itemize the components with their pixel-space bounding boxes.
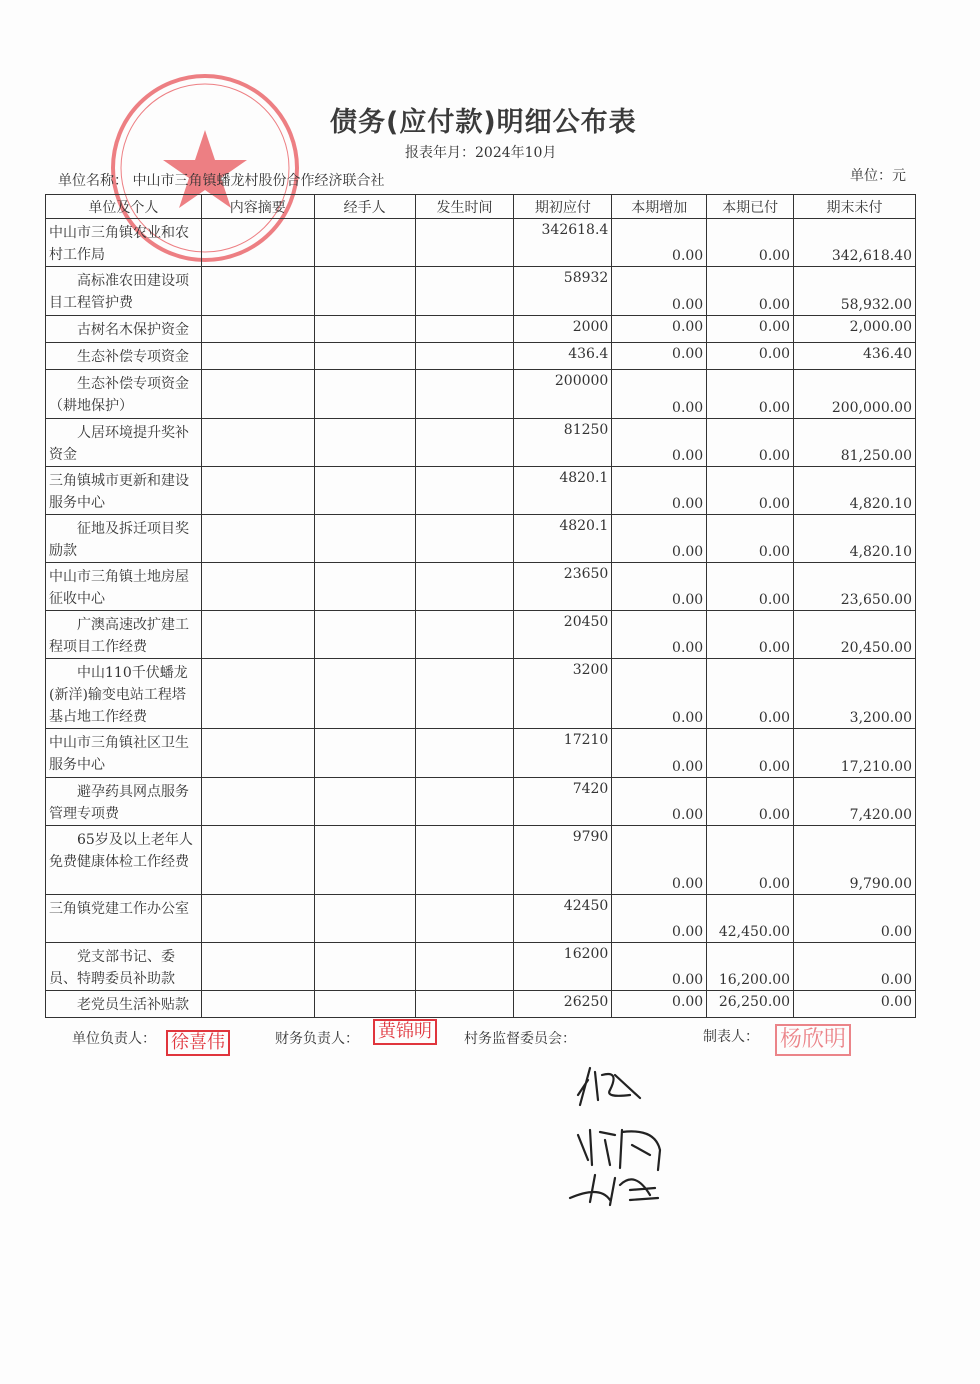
empty-cell: [415, 729, 514, 778]
amount-value: 0.00: [672, 297, 704, 313]
amount-value: 0.00: [672, 544, 704, 560]
amount-cell: [514, 563, 612, 611]
amount-value: 436.40: [863, 346, 912, 362]
amount-cell: [794, 729, 916, 778]
preparer-label: 制表人：: [703, 1029, 759, 1045]
empty-cell: [415, 778, 514, 826]
finance-head-stamp: 黄锦明: [373, 1019, 437, 1045]
payee-name: 避孕药具网点服务管理专项费: [46, 778, 202, 826]
amount-value: 17210: [563, 732, 609, 748]
amount-cell: [794, 419, 916, 467]
amount-value: 200,000.00: [831, 400, 912, 416]
amount-value: 2000: [572, 319, 609, 335]
amount-value: 0.00: [672, 876, 704, 892]
amount-cell: [514, 316, 612, 343]
empty-cell: [415, 826, 514, 895]
amount-value: 0.00: [758, 759, 791, 775]
amount-value: 0.00: [672, 972, 704, 988]
amount-value: 0.00: [672, 448, 704, 464]
empty-cell: [314, 895, 415, 943]
amount-cell: [707, 515, 794, 563]
amount-cell: [794, 826, 916, 895]
amount-cell: [612, 370, 707, 419]
table-row: [46, 659, 916, 729]
supervision-committee-label: 村务监督委员会：: [464, 1031, 576, 1047]
payee-name: 人居环境提升奖补资金: [46, 419, 202, 467]
amount-cell: [794, 515, 916, 563]
amount-value: 81250: [563, 422, 609, 438]
amount-cell: [707, 419, 794, 467]
table-row: [46, 219, 916, 267]
amount-value: 0.00: [758, 297, 791, 313]
payee-name: 生态补偿专项资金（耕地保护）: [46, 370, 202, 419]
amount-cell: [794, 991, 916, 1018]
table-row: [46, 370, 916, 419]
handwritten-signatures: [560, 1060, 680, 1210]
empty-cell: [201, 826, 314, 895]
amount-cell: [514, 943, 612, 991]
amount-cell: [707, 563, 794, 611]
amount-cell: [514, 267, 612, 316]
empty-cell: [415, 991, 514, 1018]
payee-name: 三角镇城市更新和建设服务中心: [46, 467, 202, 515]
amount-cell: [794, 943, 916, 991]
amount-value: 342618.4: [541, 222, 609, 238]
amount-value: 16200: [563, 946, 609, 962]
amount-value: 9,790.00: [849, 876, 912, 892]
amount-value: 4820.1: [559, 470, 609, 486]
amount-value: 2,000.00: [849, 319, 912, 335]
amount-value: 0.00: [758, 448, 791, 464]
empty-cell: [314, 267, 415, 316]
column-header: 期末未付: [794, 195, 916, 219]
column-header: 本期已付: [707, 195, 794, 219]
empty-cell: [201, 778, 314, 826]
payee-name: 老党员生活补贴款: [46, 991, 202, 1018]
amount-value: 0.00: [758, 710, 791, 726]
amount-value: 0.00: [880, 924, 912, 940]
table-row: [46, 467, 916, 515]
amount-cell: [514, 991, 612, 1018]
payee-name: 广澳高速改扩建工程项目工作经费: [46, 611, 202, 659]
amount-cell: [794, 219, 916, 267]
empty-cell: [201, 563, 314, 611]
empty-cell: [201, 991, 314, 1018]
amount-value: 342,618.40: [831, 248, 912, 264]
empty-cell: [415, 267, 514, 316]
table-row: [46, 515, 916, 563]
amount-cell: [707, 659, 794, 729]
table-row: [46, 343, 916, 370]
amount-value: 20450: [563, 614, 609, 630]
payee-name: 三角镇党建工作办公室: [46, 895, 202, 943]
amount-cell: [794, 316, 916, 343]
amount-cell: [612, 563, 707, 611]
amount-cell: [612, 611, 707, 659]
amount-cell: [707, 370, 794, 419]
column-header: 单位及个人: [46, 195, 202, 219]
unit-name: 单位名称： 中山市三角镇蟠龙村股份合作经济联合社: [58, 173, 385, 189]
amount-value: 0.00: [672, 759, 704, 775]
empty-cell: [201, 515, 314, 563]
payee-name: 高标准农田建设项目工程管护费: [46, 267, 202, 316]
amount-value: 0.00: [672, 994, 704, 1010]
payee-name: 65岁及以上老年人免费健康体检工作经费: [46, 826, 202, 895]
amount-cell: [514, 659, 612, 729]
empty-cell: [201, 370, 314, 419]
empty-cell: [314, 729, 415, 778]
amount-value: 0.00: [758, 496, 791, 512]
amount-value: 26,250.00: [718, 994, 791, 1010]
table-row: [46, 943, 916, 991]
amount-value: 200000: [554, 373, 609, 389]
empty-cell: [314, 991, 415, 1018]
amount-value: 42450: [563, 898, 609, 914]
table-row: [46, 895, 916, 943]
finance-head-label: 财务负责人：: [275, 1031, 359, 1047]
empty-cell: [314, 659, 415, 729]
currency-unit: 单位：元: [850, 168, 906, 184]
amount-cell: [612, 219, 707, 267]
amount-value: 0.00: [758, 400, 791, 416]
column-header: 内容摘要: [201, 195, 314, 219]
amount-cell: [707, 219, 794, 267]
empty-cell: [314, 611, 415, 659]
unit-head-stamp: 徐喜伟: [166, 1030, 230, 1056]
empty-cell: [314, 563, 415, 611]
empty-cell: [415, 419, 514, 467]
table-row: [46, 267, 916, 316]
amount-cell: [707, 316, 794, 343]
amount-value: 23,650.00: [840, 592, 912, 608]
empty-cell: [314, 316, 415, 343]
amount-cell: [794, 895, 916, 943]
amount-cell: [612, 895, 707, 943]
amount-value: 0.00: [758, 544, 791, 560]
empty-cell: [415, 370, 514, 419]
amount-cell: [612, 778, 707, 826]
amount-cell: [794, 467, 916, 515]
amount-value: 17,210.00: [840, 759, 912, 775]
empty-cell: [201, 419, 314, 467]
amount-value: 0.00: [672, 710, 704, 726]
amount-value: 0.00: [672, 924, 704, 940]
amount-value: 0.00: [880, 994, 912, 1010]
table-row: [46, 826, 916, 895]
empty-cell: [201, 343, 314, 370]
amount-value: 16,200.00: [718, 972, 791, 988]
amount-cell: [794, 563, 916, 611]
amount-value: 0.00: [758, 319, 791, 335]
amount-cell: [514, 778, 612, 826]
amount-cell: [612, 826, 707, 895]
column-header: 发生时间: [415, 195, 514, 219]
empty-cell: [201, 316, 314, 343]
amount-cell: [612, 343, 707, 370]
payee-name: 党支部书记、委员、特聘委员补助款: [46, 943, 202, 991]
document-title: 债务(应付款)明细公布表: [330, 107, 637, 138]
amount-cell: [794, 659, 916, 729]
empty-cell: [201, 611, 314, 659]
preparer-stamp: 杨欣明: [775, 1024, 851, 1056]
amount-value: 436.4: [568, 346, 609, 362]
payee-name: 征地及拆迁项目奖励款: [46, 515, 202, 563]
empty-cell: [415, 943, 514, 991]
amount-value: 4,820.10: [849, 544, 912, 560]
amount-value: 0.00: [672, 640, 704, 656]
empty-cell: [314, 826, 415, 895]
column-header: 期初应付: [514, 195, 612, 219]
amount-cell: [707, 729, 794, 778]
table-row: [46, 729, 916, 778]
amount-cell: [514, 467, 612, 515]
payee-name: 中山110千伏蟠龙(新洋)输变电站工程塔基占地工作经费: [46, 659, 202, 729]
amount-value: 0.00: [672, 496, 704, 512]
amount-value: 7420: [572, 781, 609, 797]
empty-cell: [415, 316, 514, 343]
empty-cell: [201, 267, 314, 316]
amount-cell: [612, 467, 707, 515]
table-row: [46, 419, 916, 467]
amount-cell: [514, 826, 612, 895]
amount-value: 81,250.00: [840, 448, 912, 464]
amount-value: 26250: [563, 994, 609, 1010]
empty-cell: [201, 467, 314, 515]
amount-cell: [707, 267, 794, 316]
amount-value: 0.00: [672, 807, 704, 823]
empty-cell: [415, 563, 514, 611]
empty-cell: [314, 419, 415, 467]
empty-cell: [201, 895, 314, 943]
empty-cell: [314, 370, 415, 419]
amount-cell: [514, 419, 612, 467]
amount-cell: [612, 991, 707, 1018]
amount-cell: [707, 943, 794, 991]
payee-name: 古树名木保护资金: [46, 316, 202, 343]
table-row: [46, 991, 916, 1018]
amount-cell: [514, 343, 612, 370]
amount-value: 0.00: [672, 346, 704, 362]
amount-value: 42,450.00: [718, 924, 791, 940]
amount-cell: [794, 370, 916, 419]
empty-cell: [314, 515, 415, 563]
empty-cell: [415, 219, 514, 267]
amount-cell: [514, 895, 612, 943]
column-header: 本期增加: [612, 195, 707, 219]
amount-cell: [612, 943, 707, 991]
column-header: 经手人: [314, 195, 415, 219]
amount-cell: [794, 611, 916, 659]
empty-cell: [314, 219, 415, 267]
empty-cell: [201, 943, 314, 991]
amount-cell: [612, 515, 707, 563]
amount-value: 0.00: [758, 640, 791, 656]
empty-cell: [314, 778, 415, 826]
amount-cell: [707, 778, 794, 826]
empty-cell: [415, 895, 514, 943]
amount-cell: [707, 895, 794, 943]
amount-cell: [794, 778, 916, 826]
amount-value: 0.00: [672, 400, 704, 416]
amount-cell: [707, 467, 794, 515]
amount-cell: [612, 316, 707, 343]
amount-value: 4820.1: [559, 518, 609, 534]
empty-cell: [201, 219, 314, 267]
report-period: 报表年月：2024年10月: [405, 145, 557, 161]
table-row: [46, 611, 916, 659]
amount-value: 0.00: [758, 346, 791, 362]
table-row: [46, 563, 916, 611]
amount-cell: [612, 267, 707, 316]
amount-value: 9790: [572, 829, 609, 845]
amount-cell: [514, 219, 612, 267]
amount-value: 0.00: [758, 248, 791, 264]
amount-cell: [514, 370, 612, 419]
amount-cell: [707, 991, 794, 1018]
amount-cell: [514, 729, 612, 778]
empty-cell: [415, 515, 514, 563]
payee-name: 中山市三角镇农业和农村工作局: [46, 219, 202, 267]
amount-value: 4,820.10: [849, 496, 912, 512]
empty-cell: [201, 729, 314, 778]
amount-cell: [612, 729, 707, 778]
amount-cell: [794, 267, 916, 316]
amount-value: 0.00: [758, 592, 791, 608]
unit-head-label: 单位负责人：: [72, 1031, 156, 1047]
table-row: [46, 778, 916, 826]
empty-cell: [415, 343, 514, 370]
amount-value: 0.00: [672, 319, 704, 335]
amount-value: 0.00: [880, 972, 912, 988]
amount-value: 0.00: [758, 807, 791, 823]
amount-cell: [514, 611, 612, 659]
amount-cell: [707, 826, 794, 895]
amount-cell: [794, 343, 916, 370]
table-row: [46, 316, 916, 343]
empty-cell: [314, 943, 415, 991]
amount-value: 3200: [572, 662, 609, 678]
amount-value: 58932: [563, 270, 609, 286]
empty-cell: [314, 343, 415, 370]
amount-value: 3,200.00: [849, 710, 912, 726]
amount-cell: [612, 419, 707, 467]
amount-value: 0.00: [672, 592, 704, 608]
amount-cell: [612, 659, 707, 729]
payee-name: 中山市三角镇土地房屋征收中心: [46, 563, 202, 611]
empty-cell: [415, 659, 514, 729]
empty-cell: [415, 467, 514, 515]
debt-detail-table: [45, 194, 916, 1018]
amount-value: 0.00: [672, 248, 704, 264]
amount-cell: [514, 515, 612, 563]
empty-cell: [201, 659, 314, 729]
amount-cell: [707, 343, 794, 370]
amount-value: 7,420.00: [849, 807, 912, 823]
amount-cell: [707, 611, 794, 659]
empty-cell: [415, 611, 514, 659]
amount-value: 58,932.00: [840, 297, 912, 313]
amount-value: 0.00: [758, 876, 791, 892]
amount-value: 20,450.00: [840, 640, 912, 656]
payee-name: 中山市三角镇社区卫生服务中心: [46, 729, 202, 778]
empty-cell: [314, 467, 415, 515]
amount-value: 23650: [563, 566, 609, 582]
payee-name: 生态补偿专项资金: [46, 343, 202, 370]
